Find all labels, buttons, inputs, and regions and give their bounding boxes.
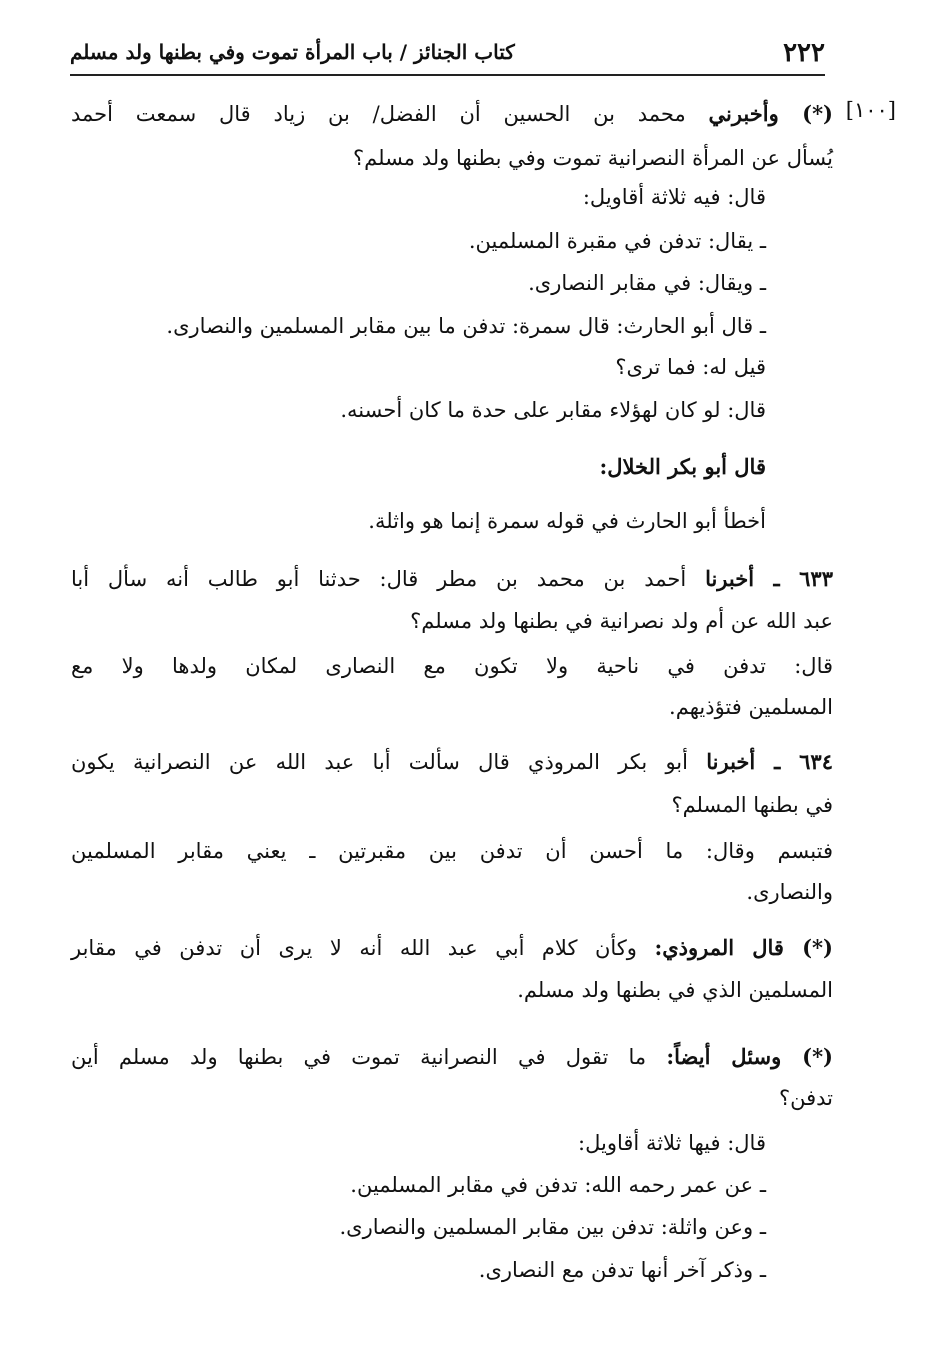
margin-reference-number: [١٠٠]: [845, 98, 896, 122]
paragraph-line: قيل له: فما ترى؟: [615, 355, 766, 379]
paragraph-line: قال: فيه ثلاثة أقاويل:: [582, 185, 766, 209]
paragraph-line: في بطنها المسلم؟: [671, 793, 833, 817]
bold-lead: ٦٣٣ ـ أخبرنا: [705, 566, 833, 591]
paragraph-line: [71, 1039, 833, 1075]
section-heading: قال أبو بكر الخلال:: [599, 454, 766, 479]
paragraph-line: أخطأ أبو الحارث في قوله سمرة إنما هو واثلة.: [368, 509, 766, 533]
list-item: ـ قال أبو الحارث: قال سمرة: تدفن ما بين مقابر المسلمين والنصارى.: [166, 314, 766, 338]
paragraph-line: يُسأل عن المرأة النصرانية تموت وفي بطنها ولد مسلم؟: [353, 146, 833, 170]
line-text: محمد بن الحسين أن الفضل/ بن زياد قال سمعت أحمد: [71, 102, 709, 126]
page-number: ٢٢٢: [783, 38, 825, 68]
paragraph-line: تدفن؟: [778, 1086, 833, 1110]
paragraph-line: المسلمين الذي في بطنها ولد مسلم.: [517, 978, 833, 1002]
list-item: ـ وذكر آخر أنها تدفن مع النصارى.: [478, 1258, 766, 1282]
list-item: ـ يقال: تدفن في مقبرة المسلمين.: [468, 229, 766, 253]
line-text: أحمد بن محمد بن مطر قال: حدثنا أبو طالب أنه سأل أبا: [71, 567, 706, 591]
paragraph-line: والنصارى.: [746, 880, 833, 904]
paragraph-line: [71, 96, 833, 132]
bold-lead: ٦٣٤ ـ أخبرنا: [706, 749, 833, 774]
bold-lead: (*) قال المروذي:: [654, 935, 833, 960]
list-item: ـ عن عمر رحمه الله: تدفن في مقابر المسلمين.: [350, 1173, 766, 1197]
paragraph-line: قال: فيها ثلاثة أقاويل:: [578, 1131, 766, 1155]
list-item: ـ وعن واثلة: تدفن بين مقابر المسلمين والنصارى.: [339, 1215, 766, 1239]
paragraph-line: [71, 744, 833, 780]
line-text: أبو بكر المروذي قال سألت أبا عبد الله عن النصرانية يكون: [71, 750, 707, 774]
bold-lead: (*) وأخبرني: [708, 101, 833, 126]
paragraph-line: المسلمين فتؤذيهم.: [669, 695, 833, 719]
line-text: وكأن كلام أبي عبد الله أنه لا يرى أن تدفن في مقابر: [71, 936, 655, 960]
paragraph-line: فتبسم وقال: ما أحسن أن تدفن بين مقبرتين ـ يعني مقابر المسلمين: [71, 839, 833, 863]
list-item: ـ ويقال: في مقابر النصارى.: [528, 271, 766, 295]
paragraph-line: [71, 561, 833, 597]
bold-lead: (*) وسئل أيضاً:: [666, 1044, 833, 1069]
running-header: [70, 38, 825, 76]
chapter-title: كتاب الجنائز / باب المرأة تموت وفي بطنها ولد مسلم: [70, 40, 515, 64]
paragraph-line: [71, 930, 833, 966]
line-text: ما تقول في النصرانية تموت في بطنها ولد مسلم أين: [71, 1045, 667, 1069]
paragraph-line: قال: لو كان لهؤلاء مقابر على حدة ما كان أحسنه.: [340, 398, 766, 422]
paragraph-line: عبد الله عن أم ولد نصرانية في بطنها ولد مسلم؟: [410, 609, 833, 633]
paragraph-line: قال: تدفن في ناحية ولا تكون مع النصارى لمكان ولدها ولا مع: [71, 654, 833, 678]
